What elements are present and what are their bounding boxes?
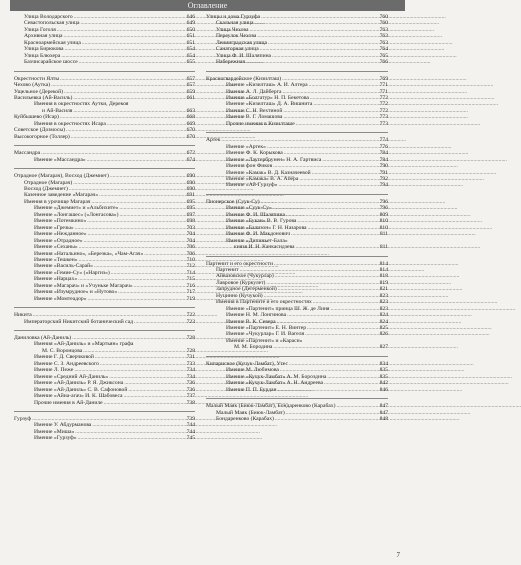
toc-entry-title: Имение Ф. К. Корыкова: [226, 150, 283, 157]
toc-entry-page: 657: [186, 75, 195, 82]
toc-entry-page: 723: [186, 318, 195, 325]
dot-leader: [246, 59, 379, 65]
toc-entry-title: Высокогорное (Толлер): [14, 133, 70, 140]
toc-entry-page: 710: [186, 256, 195, 263]
toc-entry-page: 717: [186, 289, 195, 296]
toc-entry-page: 733: [186, 360, 195, 367]
toc-entry-title: Имения в урочище Магарач: [24, 198, 91, 205]
toc-entry-page: 670: [186, 127, 195, 134]
toc-entry[interactable]: [206, 182, 388, 188]
toc-entry-title: Имение «Ай-Гурзуф»: [226, 182, 278, 189]
toc-entry-page: 719: [186, 295, 195, 302]
toc-entry-page: 773: [379, 120, 388, 127]
toc-entry-title: Имение «Кучук-Ламбат» А. М. Бороздина: [226, 373, 327, 380]
toc-entry-title: Нуцинно (Кучукой): [216, 292, 263, 299]
toc-entry-page: 669: [186, 120, 195, 127]
toc-entry-title: Артек: [206, 137, 221, 144]
toc-entry-page: 703: [186, 224, 195, 231]
toc-entry-title: Имение «Миша»: [34, 428, 75, 435]
toc-entry-title: Улица Гоголя: [24, 26, 56, 33]
toc-entry-page: 731: [186, 354, 195, 361]
toc-entry-page: 706: [186, 244, 195, 251]
toc-entry-title: Партенит: [216, 266, 239, 273]
toc-entry-title: Имения в окрестностях Аутки, Дерекоя: [34, 101, 129, 108]
toc-entry-title: Имение «Лонгашес» («Лонгасова»): [34, 211, 119, 218]
toc-entry-page: 736: [186, 380, 195, 387]
toc-entry-title: Имение «Камак» В. Д. Казначеевой: [226, 169, 311, 176]
toc-section: [14, 331, 195, 412]
toc-section: [206, 72, 388, 134]
toc-entry-title: Имение «Кучук-Ламбат» А. Н. Андреева: [226, 380, 324, 387]
toc-entry-page: 835: [379, 367, 388, 374]
toc-entry-page: 649: [186, 20, 195, 27]
toc-entry-title: Никита: [14, 312, 32, 319]
toc-column-left: [14, 13, 195, 447]
toc-entry-page: 734: [186, 373, 195, 380]
toc-entry-title: Лавровое (Куркулет): [216, 279, 266, 286]
toc-entry-page: 776: [379, 143, 388, 150]
toc-entry-page: 763: [379, 33, 388, 40]
toc-entry-title: Партенит и его окрестности: [206, 260, 273, 267]
toc-entry-title: Имение «Момтеадор»: [34, 295, 87, 302]
toc-entry-page: 670: [186, 133, 195, 140]
toc-entry-page: 744: [186, 428, 195, 435]
toc-entry-title: Имение «Букан» В. В. Гурова: [226, 218, 297, 225]
toc-section: [14, 169, 195, 308]
toc-entry-title: Улица Ф. И. Шаляпина: [216, 52, 272, 59]
toc-entry-page: 690: [186, 173, 195, 180]
toc-entry-title: Санаторная улица: [216, 46, 259, 53]
toc-entry-page: 651: [186, 33, 195, 40]
toc-entry-title: Императорский Никитский ботанический сад: [24, 318, 134, 325]
dot-leader: [78, 435, 186, 441]
toc-entry-page: 744: [186, 422, 195, 429]
toc-entry-page: 704: [186, 237, 195, 244]
toc-entry-title: Имение С. З. Андреевского: [34, 360, 99, 367]
toc-entry-page: 695: [186, 198, 195, 205]
toc-entry-page: 661: [186, 94, 195, 101]
toc-entry[interactable]: [206, 344, 388, 350]
toc-entry-page: 772: [379, 107, 388, 114]
toc-entry[interactable]: [206, 59, 388, 65]
toc-entry-title: и Ай-Василя: [42, 107, 73, 114]
toc-entry-page: 796: [379, 198, 388, 205]
toc-entry-page: 825: [379, 325, 388, 332]
toc-entry-page: 824: [379, 312, 388, 319]
toc-entry-title: Имение В. Г. Ломашова: [226, 114, 283, 121]
toc-entry-page: 784: [379, 150, 388, 157]
toc-entry-page: 654: [186, 52, 195, 59]
toc-entry-page: 784: [379, 156, 388, 163]
toc-entry-page: 674: [186, 156, 195, 163]
toc-entry-page: 814: [379, 266, 388, 273]
toc-entry-page: 650: [186, 26, 195, 33]
toc-entry-title: Имение Ф. И. Шаляпина: [226, 211, 285, 218]
dot-leader: [278, 387, 379, 393]
toc-entry-page: 663: [186, 107, 195, 114]
toc-entry-page: 695: [186, 205, 195, 212]
toc-entry-title: Имение М. Любимова: [226, 367, 279, 374]
toc-entry-title: Чехово (Аутка): [14, 82, 51, 89]
toc-entry-title: Улица Блюхера: [24, 52, 61, 59]
toc-entry-title: Имение «Грезы»: [34, 224, 74, 231]
toc-entry-title: Имение «Кизилташ» Д. А. Вишнита: [226, 101, 313, 108]
toc-entry-page: 706: [186, 250, 195, 257]
toc-section: [14, 308, 195, 331]
toc-entry-page: 771: [379, 82, 388, 89]
toc-entry-title: Архивная улица: [24, 33, 63, 40]
toc-entry-page: 714: [186, 269, 195, 276]
toc-entry-page: 811: [379, 231, 388, 238]
dot-leader: [291, 231, 379, 237]
toc-entry-title: Имение Н. М. Лонгинова: [226, 312, 287, 319]
toc-entry-page: 827: [379, 344, 388, 351]
toc-entry-page: 760: [379, 20, 388, 27]
toc-entry-page: 790: [379, 163, 388, 170]
toc-entry-title: М. С. Воронцова: [42, 347, 83, 354]
toc-entry-page: 819: [379, 279, 388, 286]
toc-entry-page: 745: [186, 435, 195, 442]
toc-entry-title: Даниловка (Ай-Даниль): [14, 335, 72, 342]
toc-entry-title: Запрудное (Дегерменкой): [216, 286, 277, 293]
toc-entry-page: 810: [379, 218, 388, 225]
toc-entry-title: Ущельное (Дерекой): [14, 88, 63, 95]
toc-entry-page: 792: [379, 175, 388, 182]
toc-entry-page: 657: [186, 82, 195, 89]
toc-entry-title: Прочие имения в Кизилташе: [226, 120, 295, 127]
toc-entry-title: Имение «Сеханы»: [34, 244, 78, 251]
toc-entry-title: Севастопольская улица: [24, 20, 80, 27]
toc-entry-page: 728: [186, 347, 195, 354]
dot-leader: [278, 182, 378, 188]
toc-entry-page: 654: [186, 46, 195, 53]
toc-entry[interactable]: [206, 121, 388, 127]
toc-entry-title: Имение С. Н. Вехтиной: [226, 107, 283, 114]
toc-entry[interactable]: [14, 400, 195, 406]
toc-entry-title: Казенное заведение «Магарач»: [24, 192, 99, 199]
toc-entry[interactable]: [206, 387, 388, 393]
toc-entry-title: Имение «Бализон» Г. Н. Назарова: [226, 224, 307, 231]
toc-entry-title: Бондаренково (Карабах): [216, 416, 274, 423]
dot-leader: [134, 319, 186, 325]
toc-entry-title: Красногвардейское (Кизилташ): [206, 75, 282, 82]
toc-entry-page: 824: [379, 318, 388, 325]
toc-entry-page: 672: [186, 150, 195, 157]
toc-entry-page: 809: [379, 211, 388, 218]
toc-entry-page: 659: [186, 88, 195, 95]
toc-entry-title: Ленинградская улица: [216, 39, 268, 46]
toc-entry-title: Гурзуф: [14, 416, 32, 423]
toc-entry-page: 651: [186, 39, 195, 46]
toc-entry-title: Имение «Ай-Даниль» Р. Я. Джиксона: [34, 380, 124, 387]
toc-entry-page: 766: [379, 59, 388, 66]
toc-entry-title: Имение «Тешкен»: [34, 256, 78, 263]
toc-entry-page: 847: [379, 409, 388, 416]
toc-entry-page: 835: [379, 373, 388, 380]
toc-entry-title: Имения в Партените и его окрестностях: [216, 299, 312, 306]
toc-entry-page: 848: [379, 416, 388, 423]
toc-entry-page: 760: [379, 14, 388, 20]
toc-entry-title: Имение «Средний Ай-Даниль»: [34, 373, 109, 380]
toc-section: [206, 195, 388, 257]
toc-entry-page: 728: [186, 335, 195, 342]
toc-entry[interactable]: [206, 416, 388, 422]
toc-section: [206, 257, 388, 357]
toc-entry-page: 668: [186, 114, 195, 121]
toc-entry[interactable]: [14, 296, 195, 302]
toc-entry-title: Имения фон Фиков: [226, 163, 273, 170]
toc-entry-title: Имение «Отрадное»: [34, 237, 83, 244]
toc-entry-page: 655: [186, 59, 195, 66]
toc-entry-page: 796: [379, 205, 388, 212]
toc-entry-page: 821: [379, 286, 388, 293]
toc-entry-title: Имение Ф. И. Макдонович: [226, 231, 291, 238]
toc-entry-title: Улицы и дома Гурзуфа: [206, 14, 261, 20]
toc-entry-title: Улица Чехова: [216, 26, 249, 33]
toc-entry-title: Имение «Кизилташ» А. И. Алтера: [226, 82, 308, 89]
toc-entry-page: 763: [379, 39, 388, 46]
page-number: 7: [396, 551, 400, 559]
toc-entry-title: Имение «Чукурлар» Г. И. Вагеля: [226, 331, 305, 338]
dot-leader: [296, 244, 379, 250]
toc-entry-page: 769: [379, 75, 388, 82]
toc-entry-title: Куйбышево (Исар): [14, 114, 59, 121]
toc-entry-title: Красноармейская улица: [24, 39, 81, 46]
toc-entry-page: 823: [379, 299, 388, 306]
toc-entry[interactable]: [14, 59, 195, 65]
toc-entry[interactable]: [14, 134, 195, 140]
toc-entry-title: Имения «Ай-Даниль» и «Мартьян» графа: [34, 341, 134, 348]
toc-entry-title: Имение В. К. Севера: [226, 318, 276, 325]
toc-entry-page: 823: [379, 292, 388, 299]
toc-entry-page: 698: [186, 218, 195, 225]
toc-entry[interactable]: [14, 157, 195, 163]
toc-entry-page: 791: [379, 169, 388, 176]
toc-entry-title: Имение П. П. Бурдан: [226, 386, 277, 393]
toc-entry-title: Имение У. Абдурманова: [34, 422, 92, 429]
toc-entry-page: 811: [379, 244, 388, 251]
toc-entry[interactable]: [206, 244, 388, 250]
toc-entry-title: Имение «Суук-Су»: [226, 205, 272, 212]
toc-entry-page: 734: [186, 367, 195, 374]
toc-entry-title: Пионерское (Суук-Су): [206, 198, 260, 205]
toc-entry-title: Имение «Ай-Даниль» С. В. Сафоновой: [34, 386, 128, 393]
toc-entry[interactable]: [14, 435, 195, 441]
toc-entry-title: Кипарисное (Кучук-Ламбат), Утес: [206, 360, 288, 367]
toc-entry-title: Улица Бирюкова: [24, 46, 64, 53]
toc-entry-title: Имения «Натальино», «Березка», «Чам-Агач»: [34, 250, 144, 257]
toc-entry-page: 771: [379, 88, 388, 95]
toc-entry-page: 794: [379, 182, 388, 189]
toc-entry-page: 716: [186, 282, 195, 289]
toc-section: [14, 412, 195, 447]
toc-entry-title: Набережная: [216, 59, 245, 66]
toc-entry[interactable]: [14, 319, 195, 325]
toc-entry-page: 765: [379, 52, 388, 59]
toc-entry-page: 818: [379, 273, 388, 280]
toc-section: [14, 13, 195, 72]
toc-entry-title: Скальная улица: [216, 20, 254, 27]
toc-entry-page: 691: [186, 192, 195, 199]
toc-entry-title: Имение «Артек»: [226, 143, 266, 150]
toc-entry-page: 826: [379, 331, 388, 338]
toc-entry-title: Имения «Изумрудное» и «Нутово»: [34, 289, 118, 296]
toc-entry-title: Имения в окрестностях Исара: [34, 120, 106, 127]
toc-entry-title: Отрадное (Магарач), Восход (Джемиет): [14, 173, 109, 180]
toc-entry-title: Имение «Болгатур» Н. П. Бекетова: [226, 94, 309, 101]
toc-entry-title: Имение Г. Д. Сверчковой: [34, 354, 94, 361]
toc-entry-title: Малый Маяк (Биюк-Ламбат), Бондаренково (Карабах): [206, 403, 336, 410]
toc-column-right: [206, 13, 388, 427]
toc-entry-title: Имение «Джемиет» и «Альбихите»: [34, 205, 119, 212]
toc-entry-title: Имение «Нежданное»: [34, 231, 87, 238]
toc-entry-title: Имение «Гурзуф»: [34, 435, 77, 442]
toc-entry-page: 697: [186, 211, 195, 218]
toc-entry-title: Массандра: [14, 150, 41, 157]
dot-leader: [88, 296, 186, 302]
dot-leader: [305, 331, 379, 337]
toc-entry-page: 704: [186, 231, 195, 238]
toc-entry-title: Восход (Джемиет): [24, 185, 68, 192]
dot-leader: [87, 157, 186, 163]
toc-entry-title: Прочие имения в Ай-Даниле: [34, 399, 103, 406]
toc-entry-title: Имение «Партенит» Е. Н. Винтер: [226, 325, 307, 332]
toc-entry-page: 842: [379, 380, 388, 387]
dot-leader: [104, 400, 186, 406]
toc-entry-page: 773: [379, 114, 388, 121]
toc-entry-title: Имение «Айна-агач» И. К. Шабовеса: [34, 393, 123, 400]
running-header: Оглавление: [10, 0, 405, 11]
toc-entry-page: 739: [186, 416, 195, 423]
toc-entry-page: 847: [379, 403, 388, 410]
toc-entry-title: Имение «Лаутербрунен» Н. А. Гартвиса: [226, 156, 322, 163]
toc-entry-title: Имение «Василь-Сарай»: [34, 263, 93, 270]
dot-leader: [275, 416, 379, 422]
toc-entry-title: Имение «Массандра»: [34, 156, 86, 163]
toc-entry-title: Айвазовское (Чукурлар): [216, 273, 274, 280]
dot-leader: [79, 59, 186, 65]
toc-entry-page: 810: [379, 224, 388, 231]
toc-section: [14, 146, 195, 169]
toc-entry-title: Имение «Нарцах»: [34, 276, 78, 283]
toc-entry-page: 772: [379, 94, 388, 101]
toc-entry-title: князя И. Н. Канкасидзева: [234, 244, 295, 251]
toc-entry-page: 814: [379, 260, 388, 267]
toc-section: [206, 13, 388, 72]
toc-entry-title: Окрестности Ялты: [14, 75, 60, 82]
toc-entry-title: Имение «Гемие-Су» («Наргиз»): [34, 269, 110, 276]
toc-entry-page: 834: [379, 360, 388, 367]
toc-section: [14, 72, 195, 147]
toc-entry-title: Улица Володарского: [24, 14, 73, 20]
toc-entry-page: 736: [186, 386, 195, 393]
toc-entry-page: 722: [186, 312, 195, 319]
dot-leader: [296, 121, 379, 127]
toc-entry-title: Имение Л. Пеже: [34, 367, 74, 374]
toc-section: [206, 399, 388, 427]
toc-entry-title: Имение «Потемкино»: [34, 218, 87, 225]
toc-entry-page: 763: [379, 26, 388, 33]
dot-leader: [273, 344, 378, 350]
dot-leader: [71, 134, 186, 140]
toc-entry-page: 823: [379, 305, 388, 312]
toc-entry-title: Советское (Дозмосы): [14, 127, 65, 134]
toc-entry-title: Васильевка (Ай-Василь): [14, 94, 73, 101]
toc-entry-page: 712: [186, 263, 195, 270]
toc-entry-page: 690: [186, 179, 195, 186]
toc-entry-page: 738: [186, 399, 195, 406]
toc-entry-page: 846: [379, 386, 388, 393]
toc-entry-title: Имение «Магарач» и «Учуньке Магарач»: [34, 282, 133, 289]
toc-entry-page: 690: [186, 185, 195, 192]
toc-entry-title: Отрадное (Магарач): [24, 179, 73, 186]
toc-entry-page: 764: [379, 46, 388, 53]
toc-entry-title: Малый Маяк (Биюк-Ламбат): [216, 409, 285, 416]
toc-entry-title: М. М. Бородина: [234, 344, 273, 351]
toc-entry-title: Бахчисарайское шоссе: [24, 59, 78, 66]
toc-section: [206, 133, 388, 195]
toc-entry-title: Переулок Чехова: [216, 33, 257, 40]
toc-entry-page: 774: [379, 137, 388, 144]
toc-entry-title: Имение «Камака» В. А. Апера: [226, 175, 299, 182]
toc-entry-page: 646: [186, 14, 195, 20]
toc-entry-title: Имение А. Л. Дайберга: [226, 88, 282, 95]
toc-entry-title: Имение «Партенит» принца Ш. Ж. де Линя: [226, 305, 330, 312]
toc-entry-page: 772: [379, 101, 388, 108]
toc-entry-title: Имение «Партенит» и «Караси»: [226, 337, 303, 344]
toc-entry-page: 737: [186, 393, 195, 400]
toc-section: [206, 357, 388, 399]
toc-entry-title: Имение «Дипиньет-Бала»: [226, 237, 288, 244]
toc-entry-page: 715: [186, 276, 195, 283]
